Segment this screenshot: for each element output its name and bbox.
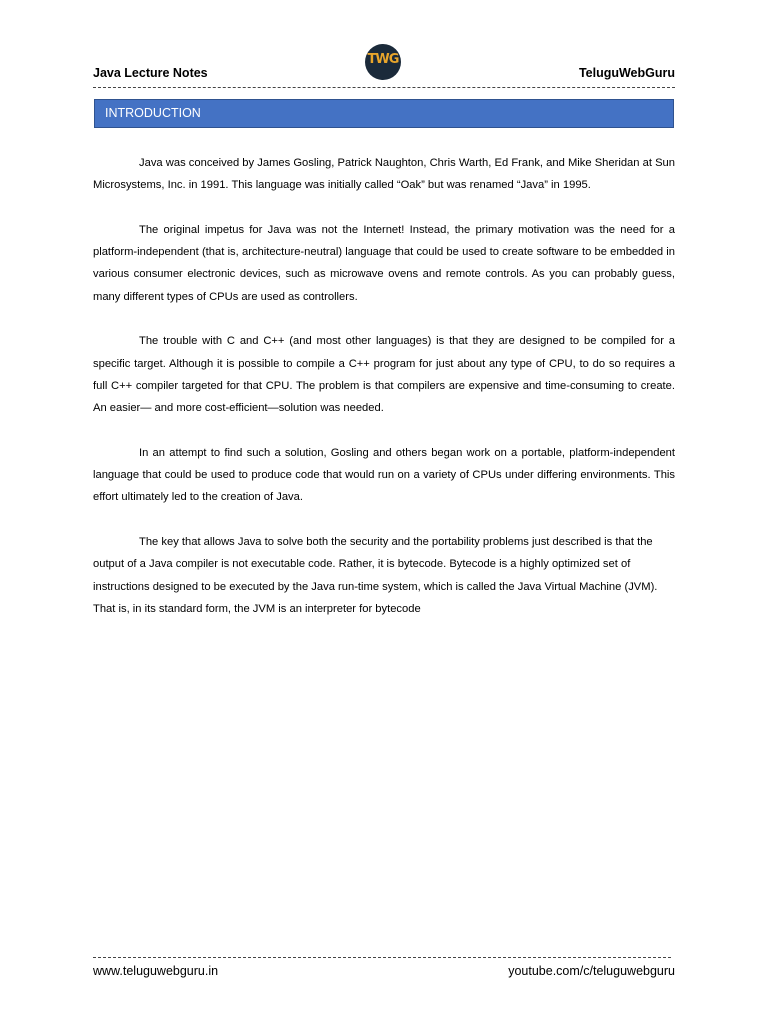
teluguwebguru-logo-icon [365, 44, 401, 80]
paragraph: The original impetus for Java was not the Internet! Instead, the primary motivation was the need for a platform-independent (that is, architecture-neutral) language that could be used to create software to be embedded in various consumer electronic devices, such as microwave ovens and remote controls. As you can probably guess, many different types of CPUs are used as controllers. [93, 223, 675, 303]
document-body [93, 152, 675, 643]
paragraph: The trouble with C and C++ (and most other languages) is that they are designed to be compiled for a specific target. Although it is possible to compile a C++ program for just about any type of CPU, to do so requires a full C++ compiler targeted for that CPU. The problem is that compilers are expensive and time-consuming to create. An easier— and more cost-efficient—solution was needed. [93, 335, 675, 415]
paragraph: Java was conceived by James Gosling, Patrick Naughton, Chris Warth, Ed Frank, and Mike Sheridan at Sun Microsystems, Inc. in 1991. This language was initially called “Oak” but was renamed “Java” in 1995. [93, 157, 675, 192]
paragraph: In an attempt to find such a solution, Gosling and others began work on a portable, platform-independent language that could be used to produce code that would run on a variety of CPUs under differing environments. This effort ultimately led to the creation of Java. [93, 446, 675, 504]
header-title: Java Lecture Notes [93, 66, 208, 80]
footer-website-link[interactable]: www.teluguwebguru.in [93, 964, 219, 978]
section-heading-bar [94, 99, 674, 128]
logo-text: TWG [367, 52, 399, 67]
header-divider [93, 87, 675, 88]
header-brand: TeluguWebGuru [578, 66, 675, 80]
footer-divider [93, 957, 671, 958]
paragraph: The key that allows Java to solve both the security and the portability problems just described is that the output of a Java compiler is not executable code. Rather, it is bytecode. Bytecode is a highly optimized set of instructions designed to be executed by the Java run-time system, which is called the Java Virtual Machine (JVM). That is, in its standard form, the JVM is an interpreter for bytecode [93, 536, 658, 615]
section-title: INTRODUCTION [105, 106, 201, 120]
footer-youtube-link[interactable]: youtube.com/c/teluguwebguru [508, 964, 675, 978]
page-header [93, 44, 675, 92]
